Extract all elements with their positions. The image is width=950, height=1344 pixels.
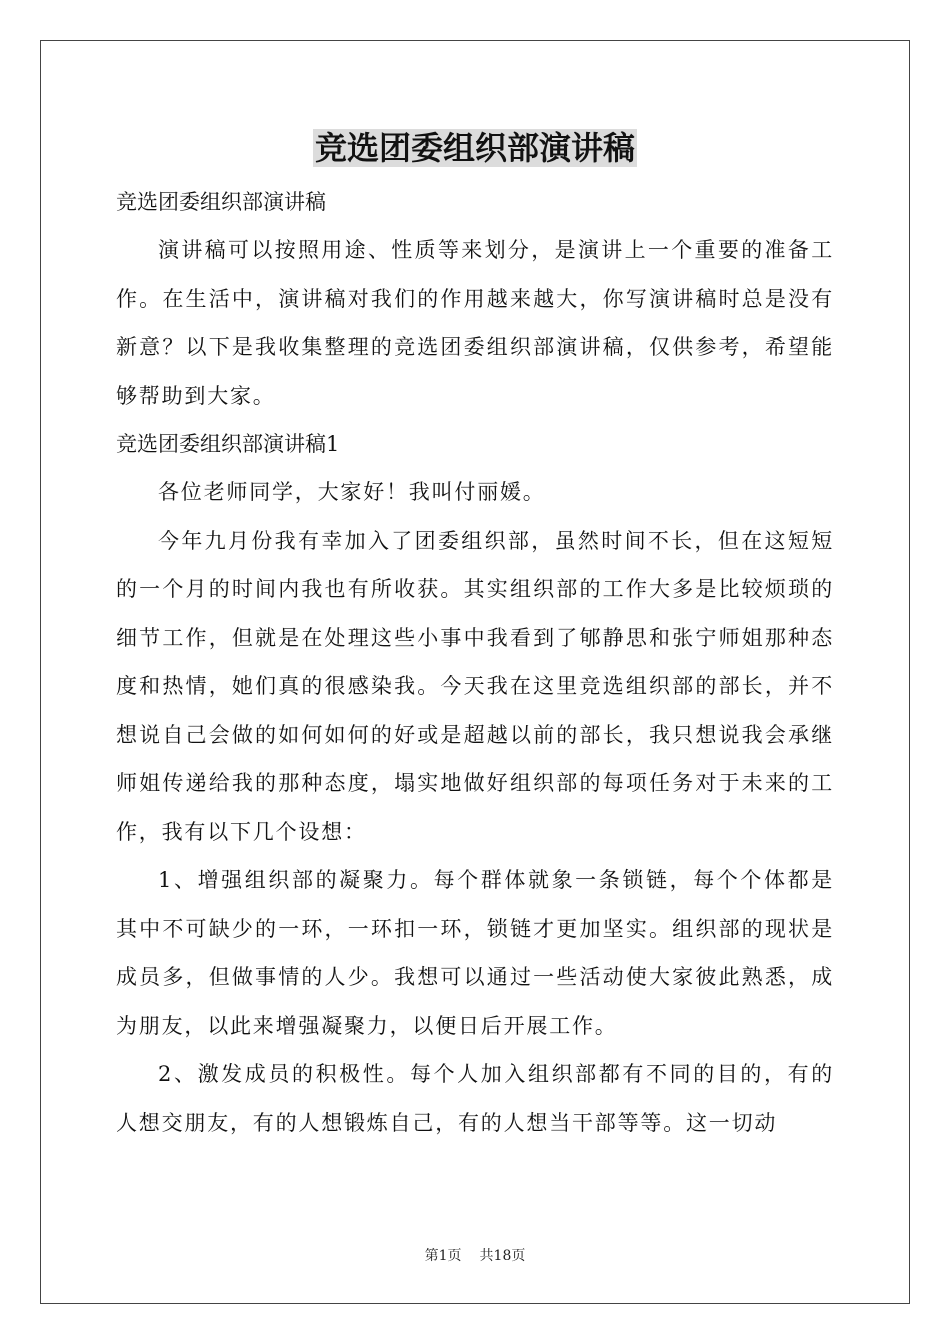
page-total: 共18页 [479,1248,526,1264]
body-paragraph-greeting: 各位老师同学，大家好！我叫付丽媛。 [158,480,546,504]
document-body [116,178,834,1147]
intro-paragraph: 演讲稿可以按照用途、性质等来划分，是演讲上一个重要的准备工作。在生活中，演讲稿对我们的作用越来越大，你写演讲稿时总是没有新意？以下是我收集整理的竞选团委组织部演讲稿，仅供参考，希望能够帮助到大家。 [116,238,834,408]
body-paragraph-point-1: 1、增强组织部的凝聚力。每个群体就象一条锁链，每个个体都是其中不可缺少的一环，一环扣一环，锁链才更加坚实。组织部的现状是成员多，但做事情的人少。我想可以通过一些活动使大家彼此熟悉，成为朋友，以此来增强凝聚力，以便日后开展工作。 [116,868,834,1038]
document-subtitle: 竞选团委组织部演讲稿 [116,190,326,214]
document-title-text: 竞选团委组织部演讲稿 [314,129,635,167]
document-title [0,124,950,172]
body-paragraph-point-2: 2、激发成员的积极性。每个人加入组织部都有不同的目的，有的人想交朋友，有的人想锻炼自己，有的人想当干部等等。这一切动 [116,1062,834,1135]
page-number: 第1页 [424,1248,462,1264]
body-paragraph-experience: 今年九月份我有幸加入了团委组织部，虽然时间不长，但在这短短的一个月的时间内我也有所收获。其实组织部的工作大多是比较烦琐的细节工作，但就是在处理这些小事中我看到了郇静思和张宁师姐那种态度和热情，她们真的很感染我。今天我在这里竞选组织部的部长，并不想说自己会做的如何如何的好或是超越以前的部长，我只想说我会承继师姐传递给我的那种态度，塌实地做好组织部的每项任务对于未来的工作，我有以下几个设想： [116,528,834,844]
page-footer [0,1246,950,1266]
section-heading: 竞选团委组织部演讲稿1 [116,432,340,456]
